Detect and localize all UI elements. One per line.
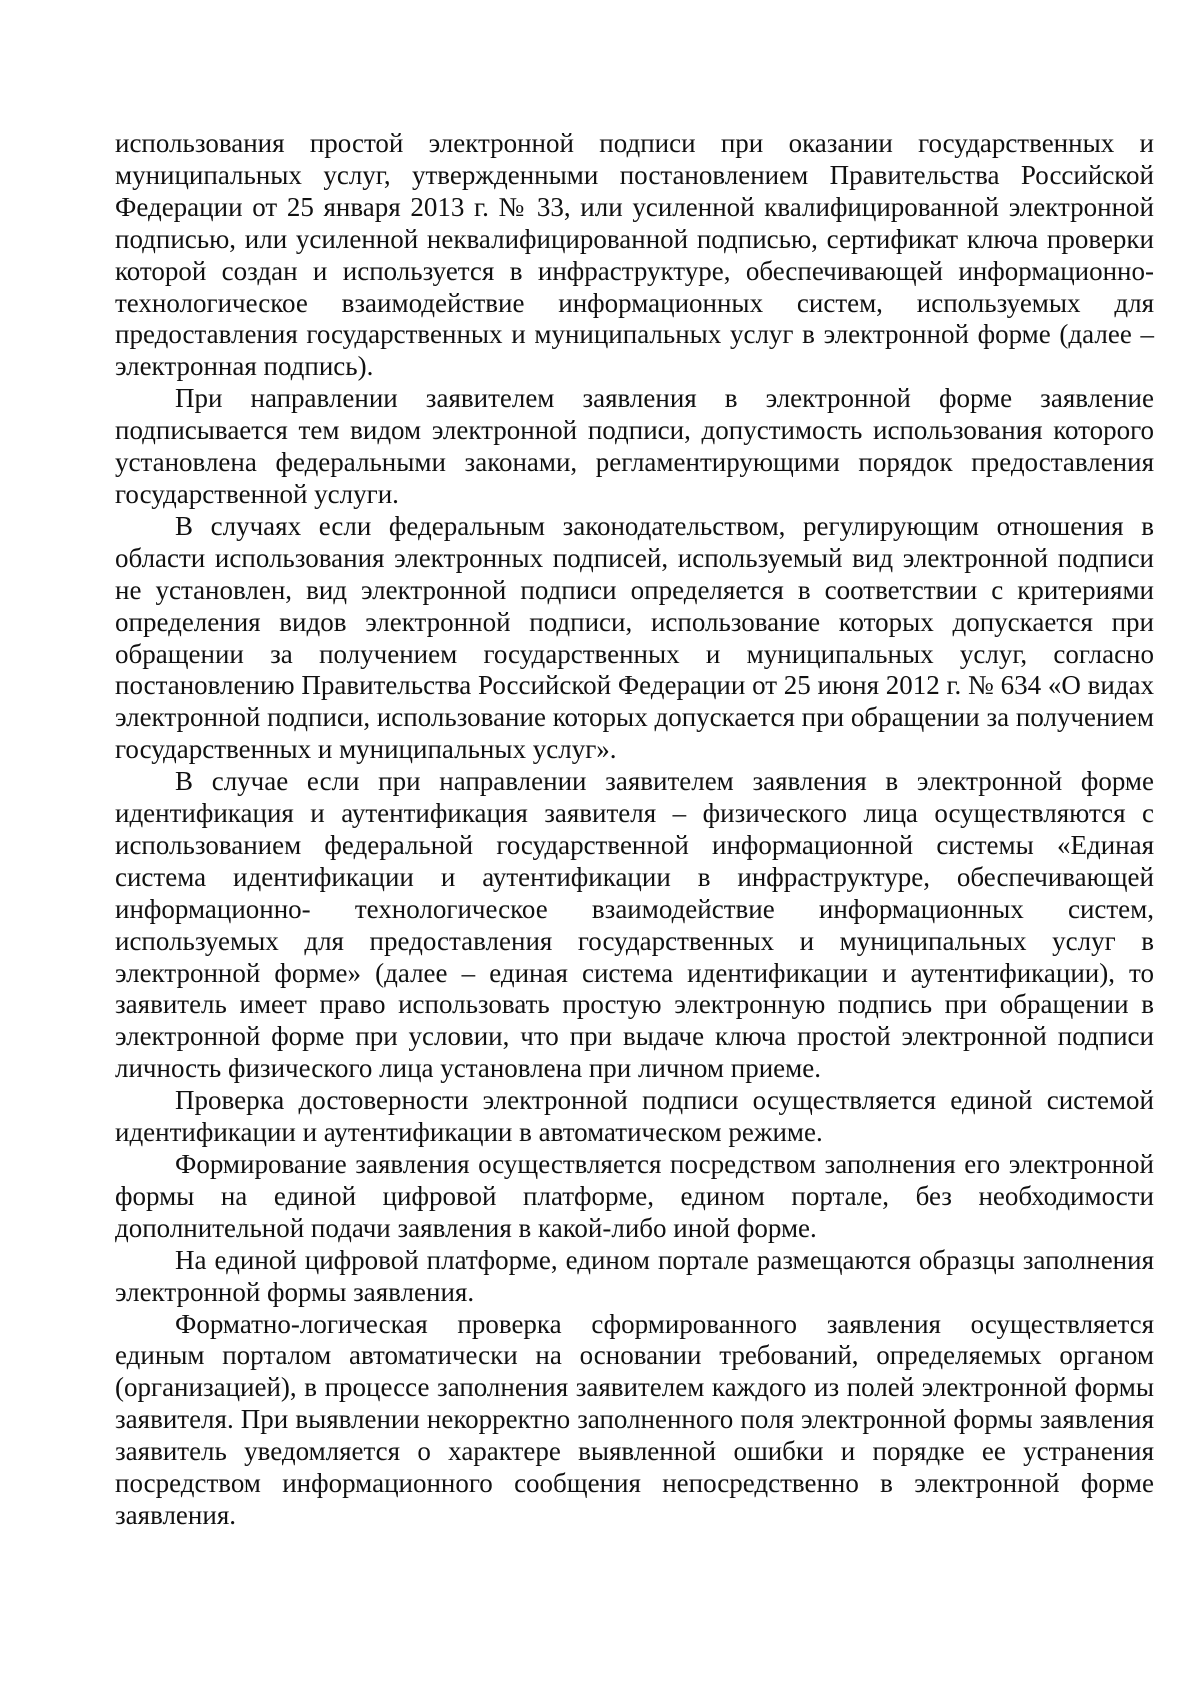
- paragraph-signature-criteria: В случаях если федеральным законодательством, регулирующим отношения в области использования электронных подписей, используемый вид электронной подписи не установлен, вид электронной подписи определяется в соответствии с критериями определения видов электронной подписи, использование которых допускается при обращении за получением государственных и муниципальных услуг, согласно постановлению Правительства Российской Федерации от 25 июня 2012 г. № 634 «О видах электронной подписи, использование которых допускается при обращении за получением государственных и муниципальных услуг».: [115, 510, 1154, 765]
- paragraph-signature-types: использования простой электронной подписи при оказании государственных и муниципальных услуг, утвержденными постановлением Правительства Российской Федерации от 25 января 2013 г. № 33, или усиленной квалифицированной электронной подписью, или усиленной неквалифицированной подписью, сертификат ключа проверки которой создан и используется в инфраструктуре, обеспечивающей информационно- технологическое взаимодействие информационных систем, используемых для предоставления государственных и муниципальных услуг в электронной форме (далее – электронная подпись).: [115, 128, 1154, 382]
- paragraph-form-samples: На единой цифровой платформе, едином портале размещаются образцы заполнения электронной формы заявления.: [115, 1244, 1154, 1307]
- paragraph-application-signing: При направлении заявителем заявления в электронной форме заявление подписывается тем видом электронной подписи, допустимость использования которого установлена федеральными законами, регламентирующими порядок предоставления государственной услуги.: [115, 383, 1154, 509]
- paragraph-format-check: Форматно-логическая проверка сформированного заявления осуществляется единым порталом автоматически на основании требований, определяемых органом (организацией), в процессе заполнения заявителем каждого из полей электронной формы заявителя. При выявлении некорректно заполненного поля электронной формы заявления заявитель уведомляется о характере выявленной ошибки и порядке ее устранения посредством информационного сообщения непосредственно в электронной форме заявления.: [115, 1308, 1154, 1530]
- paragraph-signature-verification: Проверка достоверности электронной подписи осуществляется единой системой идентификации и аутентификации в автоматическом режиме.: [115, 1085, 1154, 1148]
- paragraph-identification: В случае если при направлении заявителем заявления в электронной форме идентификация и аутентификация заявителя – физического лица осуществляются с использованием федеральной государственной информационной системы «Единая система идентификации и аутентификации в инфраструктуре, обеспечивающей информационно- технологическое взаимодействие информационных систем, используемых для предоставления государственных и муниципальных услуг в электронной форме» (далее – единая система идентификации и аутентификации), то заявитель имеет право использовать простую электронную подпись при обращении в электронной форме при условии, что при выдаче ключа простой электронной подписи личность физического лица установлена при личном приеме.: [115, 766, 1154, 1084]
- document-body: [115, 128, 1154, 1532]
- paragraph-form-filling: Формирование заявления осуществляется посредством заполнения его электронной формы на единой цифровой платформе, едином портале, без необходимости дополнительной подачи заявления в какой-либо иной форме.: [115, 1149, 1154, 1243]
